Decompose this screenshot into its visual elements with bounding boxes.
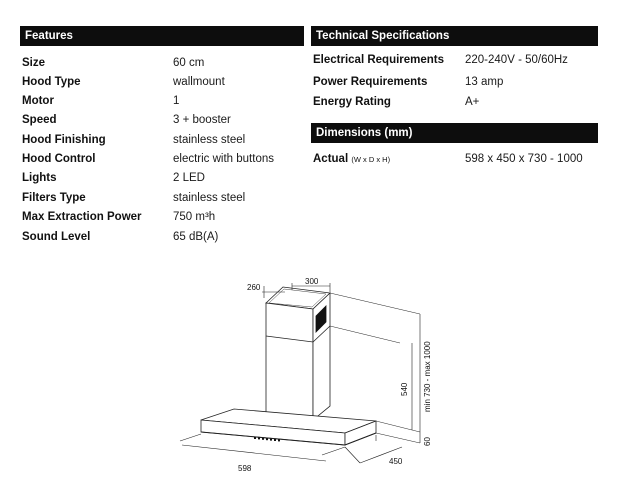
feature-value: electric with buttons	[173, 153, 274, 165]
features-title: Features	[25, 30, 73, 42]
tech-label: Electrical Requirements	[313, 54, 445, 66]
feature-label: Sound Level	[22, 231, 91, 243]
tech-label: Energy Rating	[313, 96, 391, 108]
dimensions-actual-value: 598 x 450 x 730 - 1000	[465, 153, 583, 165]
feature-label: Hood Control	[22, 153, 96, 165]
dim-height-label: min 730 - max 1000	[423, 341, 432, 412]
tech-value: A+	[465, 96, 480, 108]
chimney	[266, 287, 330, 420]
feature-value: stainless steel	[173, 134, 246, 146]
tech-label: Power Requirements	[313, 76, 428, 88]
dim-450-label: 450	[389, 457, 403, 466]
dim-60-label: 60	[423, 437, 432, 446]
dim-540-label: 540	[400, 382, 409, 396]
dim-260-label: 260	[247, 283, 261, 292]
actual-sub-text: (W x D x H)	[351, 155, 391, 164]
feature-label: Hood Finishing	[22, 134, 106, 146]
feature-label: Hood Type	[22, 76, 81, 88]
feature-value: 65 dB(A)	[173, 231, 219, 243]
canopy	[201, 409, 376, 445]
tech-value: 220-240V - 50/60Hz	[465, 54, 568, 66]
feature-label: Max Extraction Power	[22, 211, 142, 223]
feature-label: Motor	[22, 95, 54, 107]
feature-value: 2 LED	[173, 172, 205, 184]
dim-300-label: 300	[305, 277, 319, 286]
dim-598-label: 598	[238, 464, 252, 473]
dimensions-title: Dimensions (mm)	[316, 127, 413, 139]
tech-value: 13 amp	[465, 76, 504, 88]
feature-label: Size	[22, 57, 46, 69]
feature-label: Filters Type	[22, 192, 86, 204]
feature-value: 3 + booster	[173, 114, 231, 126]
feature-value: wallmount	[173, 76, 225, 88]
feature-value: stainless steel	[173, 192, 246, 204]
feature-label: Speed	[22, 114, 57, 126]
actual-label-text: Actual	[313, 153, 349, 165]
technical-title: Technical Specifications	[316, 30, 450, 42]
feature-value: 1	[173, 95, 180, 107]
feature-label: Lights	[22, 172, 57, 184]
feature-value: 60 cm	[173, 57, 205, 69]
feature-value: 750 m³h	[173, 211, 216, 223]
